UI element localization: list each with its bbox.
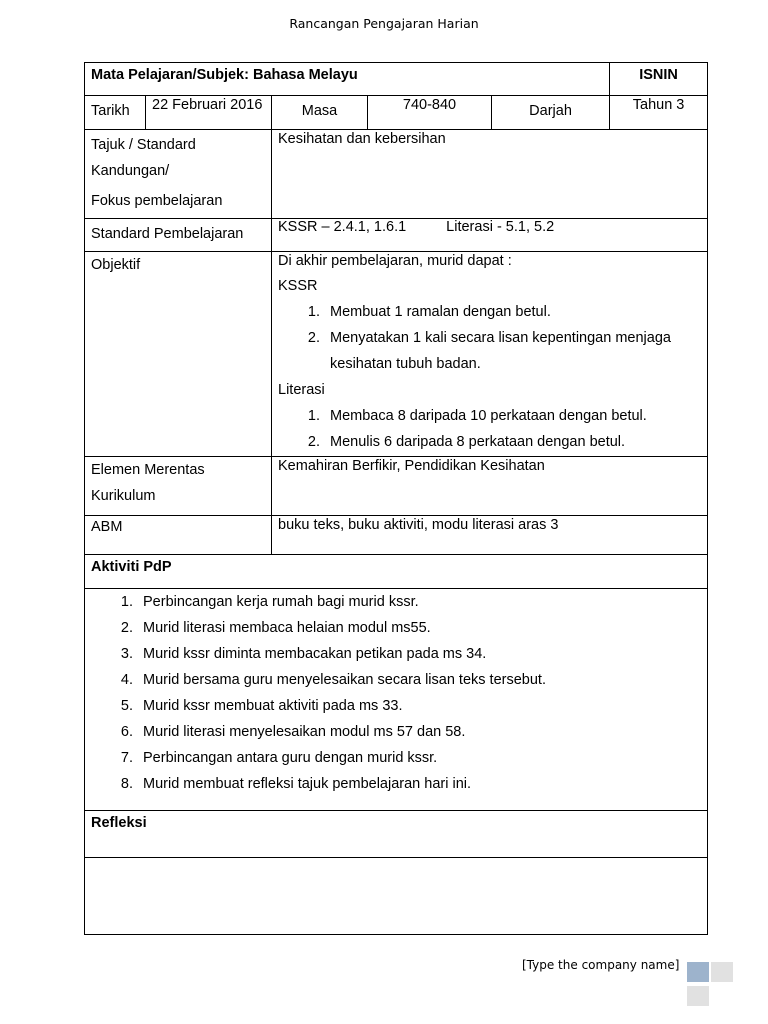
day-label: ISNIN — [610, 63, 708, 96]
objective-literasi-list — [278, 403, 701, 455]
elements-label-line2: Kurikulum — [91, 488, 156, 504]
list-item: 2. Menulis 6 daripada 8 perkataan dengan betul. — [324, 429, 701, 455]
list-item: 3. Murid kssr diminta membacakan petikan pada ms 34. — [137, 641, 707, 667]
standard-kssr: KSSR – 2.4.1, 1.6.1 — [278, 219, 407, 235]
objective-literasi-heading: Literasi — [278, 382, 325, 398]
list-item: 2. Menyatakan 1 kali secara lisan kepentingan menjaga kesihatan tubuh badan. — [324, 325, 701, 377]
topic-row — [85, 130, 708, 219]
time-value: 740-840 — [368, 96, 492, 130]
elements-label — [85, 457, 272, 516]
list-item: 7. Perbincangan antara guru dengan murid kssr. — [137, 745, 707, 771]
abm-row — [85, 516, 708, 555]
objective-label: Objektif — [85, 252, 272, 457]
elements-label-line1: Elemen Merentas — [91, 462, 205, 478]
footer-grey-square — [687, 986, 709, 1006]
list-item: 1. Perbincangan kerja rumah bagi murid kssr. — [137, 589, 707, 615]
elements-row — [85, 457, 708, 516]
list-item: 1. Membaca 8 daripada 10 perkataan dengan betul. — [324, 403, 701, 429]
abm-label: ABM — [85, 516, 272, 555]
topic-label-line2: Kandungan/ — [91, 163, 170, 179]
activities-heading-row — [85, 555, 708, 589]
standard-label: Standard Pembelajaran — [85, 219, 272, 252]
date-value: 22 Februari 2016 — [146, 96, 272, 130]
activities-row — [85, 589, 708, 811]
standard-value — [272, 219, 708, 252]
objective-intro: Di akhir pembelajaran, murid dapat : — [278, 253, 512, 269]
list-item: 1. Membuat 1 ramalan dengan betul. — [324, 299, 701, 325]
topic-value: Kesihatan dan kebersihan — [272, 130, 708, 219]
lesson-plan-table — [84, 62, 708, 935]
page-title: Rancangan Pengajaran Harian — [289, 16, 479, 31]
footer-grey-square — [711, 962, 733, 982]
reflection-heading-row — [85, 811, 708, 858]
abm-value: buku teks, buku aktiviti, modu literasi aras 3 — [272, 516, 708, 555]
footer-accent-square — [687, 962, 709, 982]
list-item: 2. Murid literasi membaca helaian modul ms55. — [137, 615, 707, 641]
list-item: 5. Murid kssr membuat aktiviti pada ms 33. — [137, 693, 707, 719]
elements-value: Kemahiran Berfikir, Pendidikan Kesihatan — [272, 457, 708, 516]
standard-row — [85, 219, 708, 252]
objective-kssr-list — [278, 299, 701, 377]
list-item: 4. Murid bersama guru menyelesaikan secara lisan teks tersebut. — [137, 667, 707, 693]
topic-label — [85, 130, 272, 219]
activities-heading: Aktiviti PdP — [85, 555, 708, 589]
subject-row — [85, 63, 708, 96]
topic-label-line1: Tajuk / Standard — [91, 137, 196, 153]
objective-value — [272, 252, 708, 457]
list-item: 8. Murid membuat refleksi tajuk pembelajaran hari ini. — [137, 771, 707, 797]
standard-literasi: Literasi - 5.1, 5.2 — [446, 219, 555, 235]
subject-label: Mata Pelajaran/Subjek: Bahasa Melayu — [85, 63, 610, 96]
company-name: [Type the company name] — [522, 958, 680, 972]
activities-list — [85, 589, 707, 797]
activities-list-cell — [85, 589, 708, 811]
objective-kssr-heading: KSSR — [278, 278, 318, 294]
topic-label-line3: Fokus pembelajaran — [91, 193, 223, 209]
reflection-row — [85, 858, 708, 935]
objective-row — [85, 252, 708, 457]
reflection-body — [85, 858, 708, 935]
reflection-heading: Refleksi — [85, 811, 708, 858]
time-label: Masa — [272, 96, 368, 130]
class-label: Darjah — [492, 96, 610, 130]
list-item: 6. Murid literasi menyelesaikan modul ms 57 dan 58. — [137, 719, 707, 745]
date-row — [85, 96, 708, 130]
date-label: Tarikh — [85, 96, 146, 130]
class-value: Tahun 3 — [610, 96, 708, 130]
